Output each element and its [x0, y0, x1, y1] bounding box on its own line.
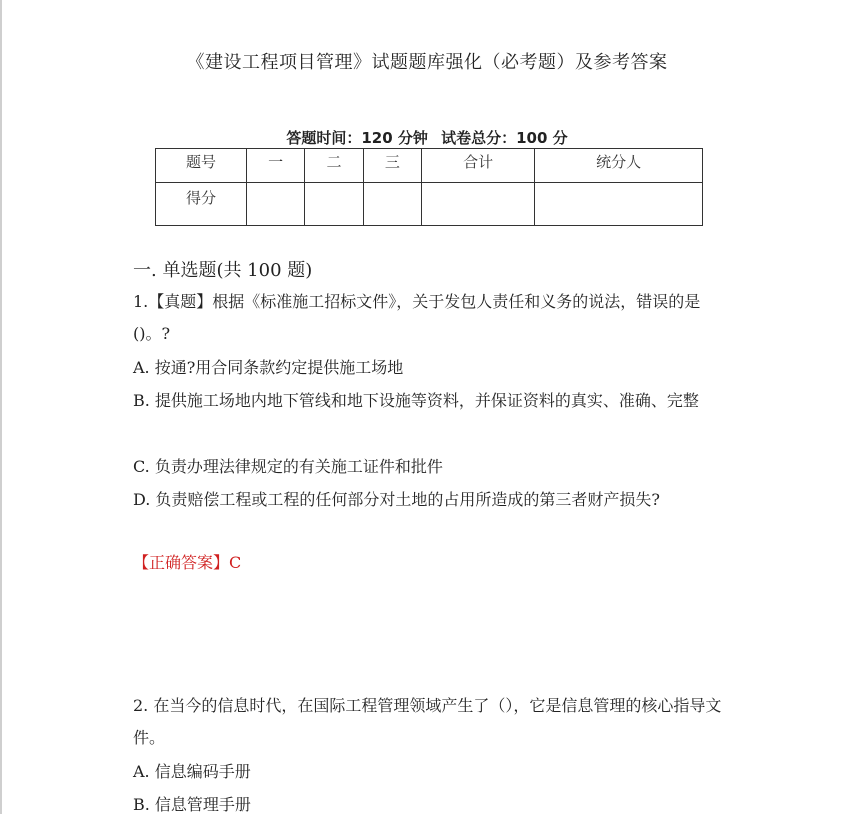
score-cell — [247, 183, 305, 226]
question-stem: 2. 在当今的信息时代，在国际工程管理领域产生了（），它是信息管理的核心指导文件。 — [133, 696, 722, 747]
score-row-label: 得分 — [156, 183, 247, 226]
score-table-header-cell: 合计 — [422, 149, 535, 183]
score-cell — [305, 183, 363, 226]
question-option: B. 提供施工场地内地下管线和地下设施等资料，并保证资料的真实、准确、完整 — [133, 391, 699, 410]
score-table-header-cell: 一 — [247, 149, 305, 183]
question-option: A. 按通?用合同条款约定提供施工场地 — [133, 358, 404, 377]
score-table — [155, 148, 703, 226]
correct-answer: 【正确答案】C — [133, 553, 242, 572]
question-option: D. 负责赔偿工程或工程的任何部分对土地的占用所造成的第三者财产损失? — [133, 490, 661, 509]
score-table-header-cell: 题号 — [156, 149, 247, 183]
score-table-header-cell: 统分人 — [535, 149, 703, 183]
section-title: 一. 单选题(共 100 题) — [133, 260, 313, 281]
document-title: 《建设工程项目管理》试题题库强化（必考题）及参考答案 — [186, 52, 668, 73]
exam-time: 答题时间：120 分钟 — [286, 129, 428, 147]
question-option: A. 信息编码手册 — [133, 762, 251, 781]
score-table-header-cell: 二 — [305, 149, 363, 183]
score-cell — [363, 183, 421, 226]
question-option: B. 信息管理手册 — [133, 795, 251, 814]
question-option: C. 负责办理法律规定的有关施工证件和批件 — [133, 457, 443, 476]
score-cell — [422, 183, 535, 226]
total-score: 试卷总分：100 分 — [441, 129, 568, 147]
score-cell — [535, 183, 703, 226]
score-table-header-cell: 三 — [363, 149, 421, 183]
question-stem: 1.【真题】根据《标准施工招标文件》，关于发包人责任和义务的说法，错误的是()。? — [133, 292, 701, 343]
score-table-score-row — [156, 183, 703, 226]
exam-meta — [2, 127, 850, 148]
score-table-header-row — [156, 149, 703, 183]
